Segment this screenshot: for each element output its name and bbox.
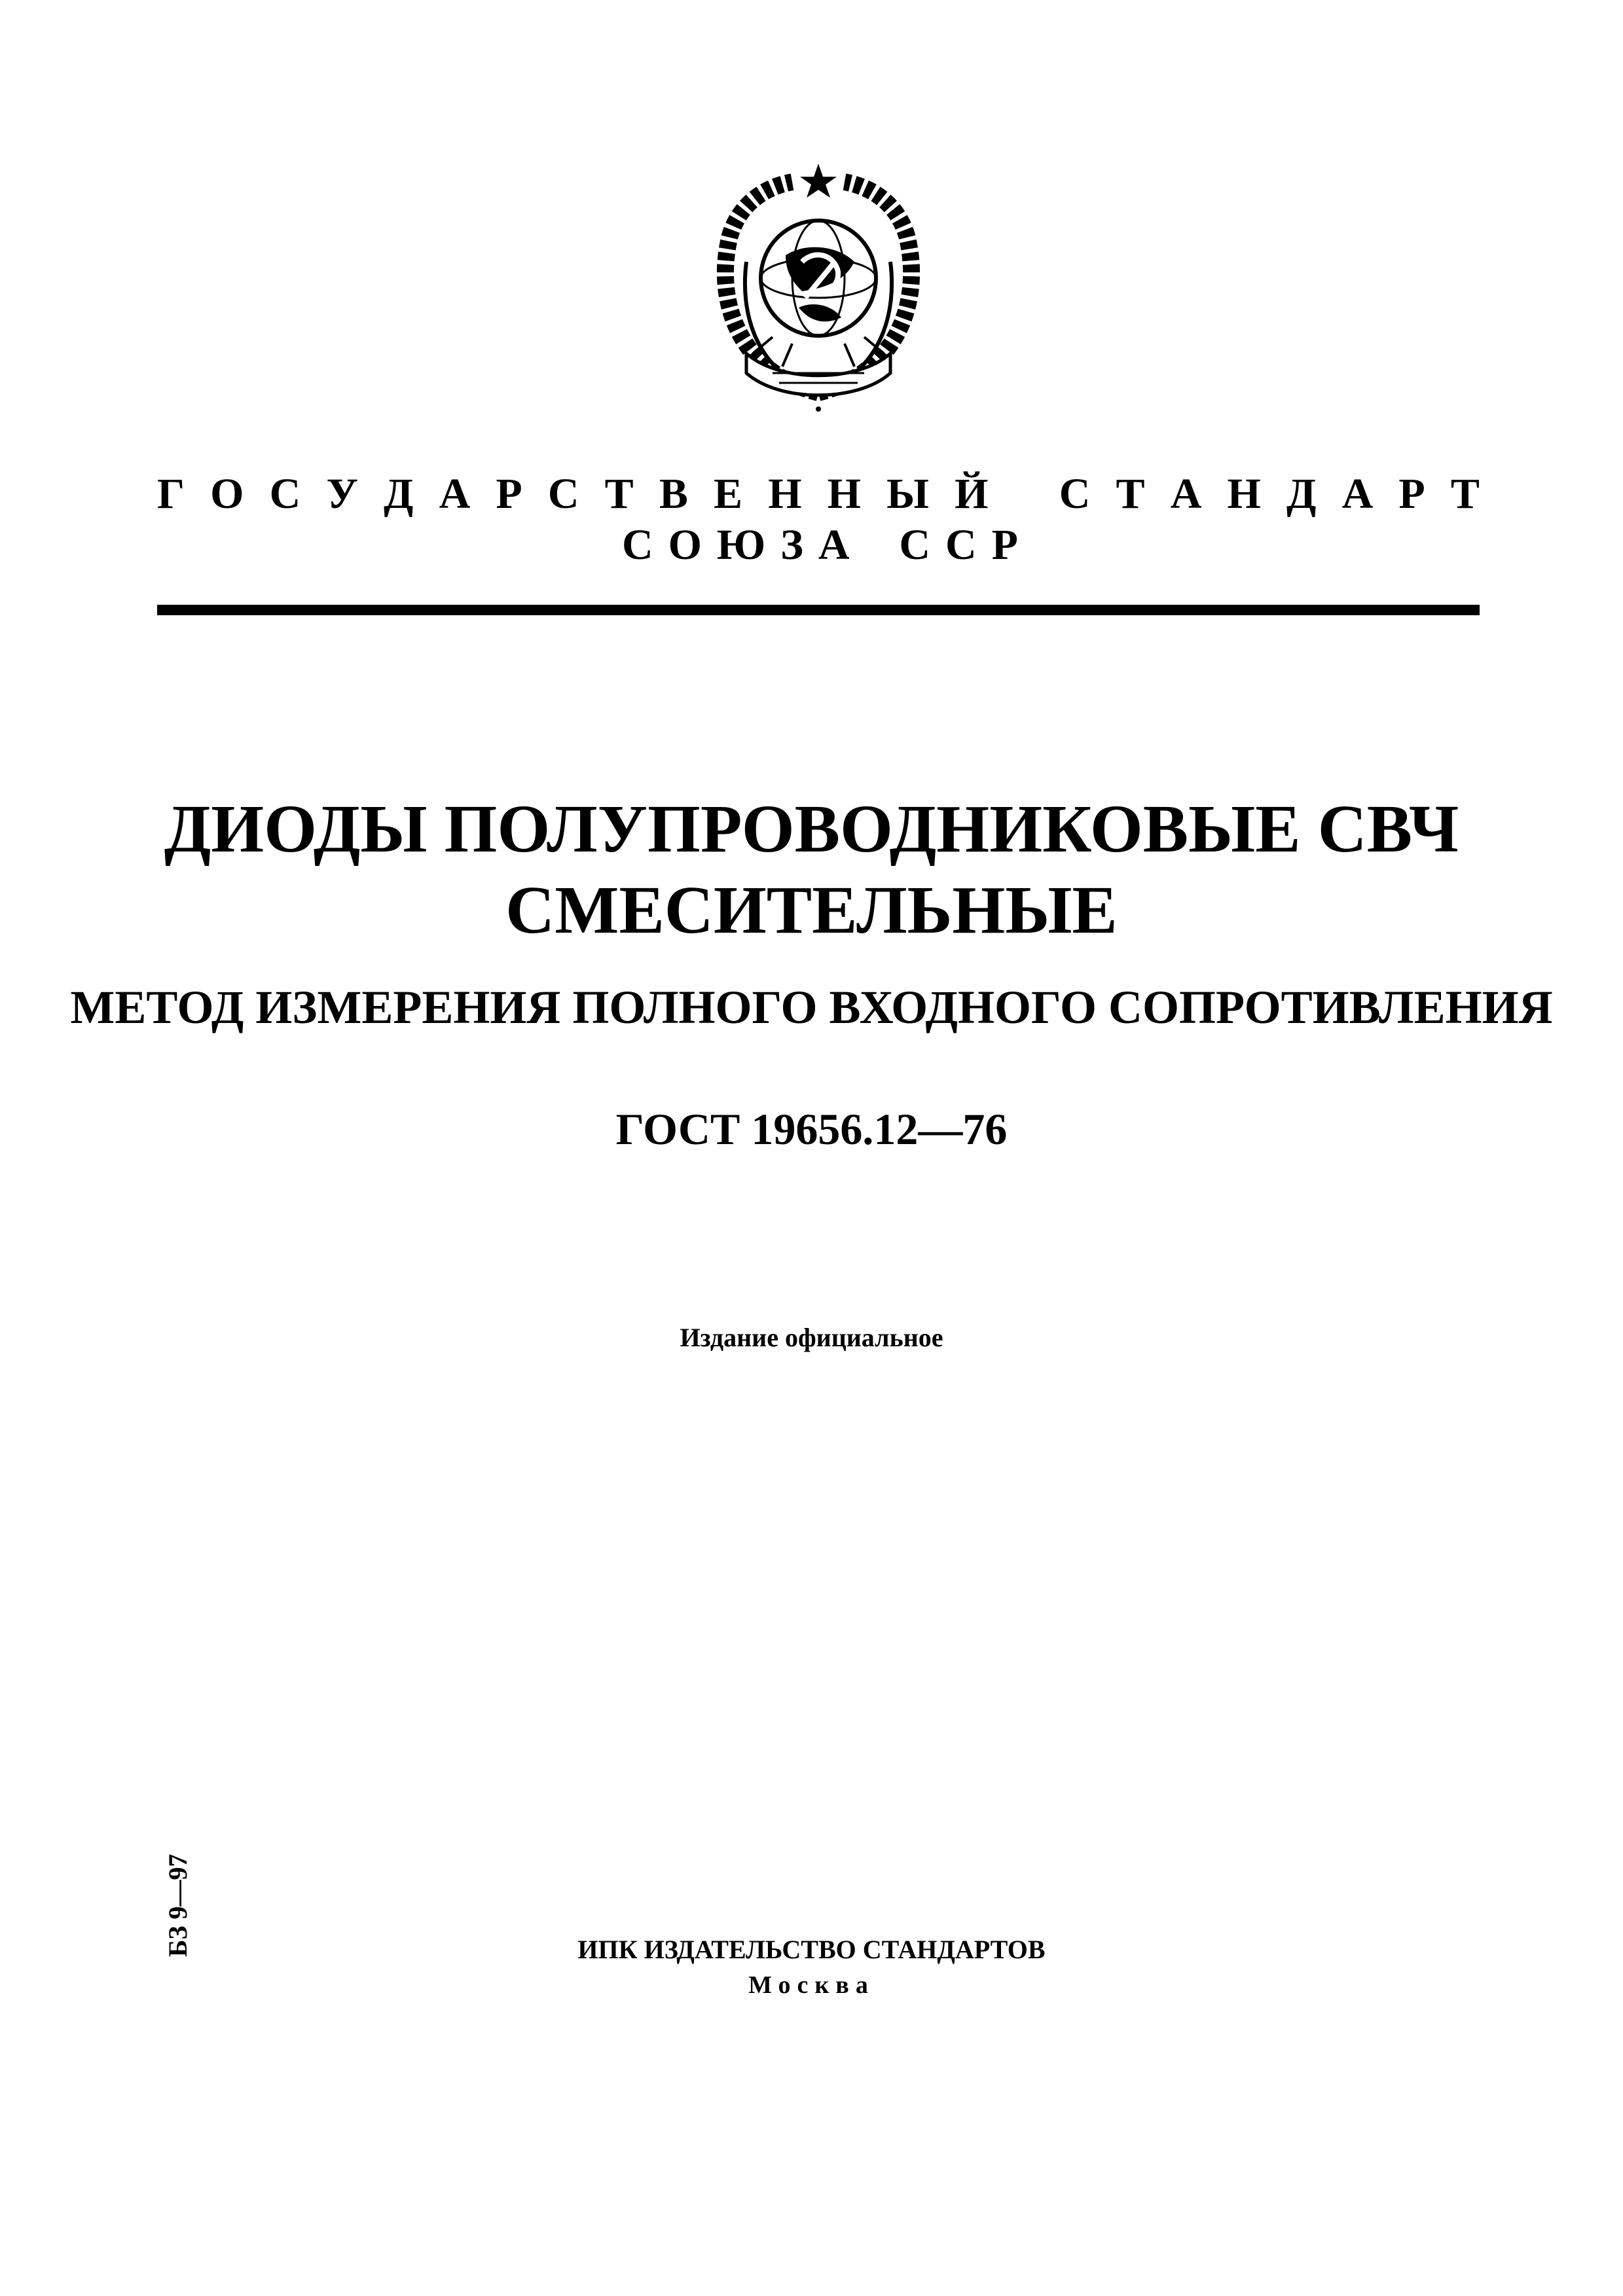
document-subtitle: МЕТОД ИЗМЕРЕНИЯ ПОЛНОГО ВХОДНОГО СОПРОТИВЛЕНИЯ	[70, 981, 1553, 1033]
header-letter: Д	[1286, 470, 1317, 518]
header-letter: Т	[604, 470, 634, 518]
header-line-1	[157, 470, 1480, 518]
header-letter: С	[945, 521, 977, 569]
header-letter: Р	[1398, 470, 1425, 518]
header-letter: Й	[955, 470, 989, 518]
header-letter: Н	[1227, 470, 1261, 518]
edition-note: Издание официальное	[680, 1323, 943, 1352]
header-letter: Ы	[886, 470, 929, 518]
header-letter	[864, 524, 884, 567]
header-letter: Н	[768, 470, 802, 518]
header-letter: С	[622, 521, 653, 569]
header-divider	[157, 605, 1480, 615]
publisher-city: Москва	[748, 1971, 875, 1999]
header-letter: В	[659, 470, 688, 518]
header-letter: Т	[1450, 470, 1480, 518]
side-info: БЗ 9—97	[163, 1854, 192, 1957]
header-letter: Н	[827, 470, 862, 518]
header-letter: Г	[157, 470, 185, 518]
header-letter: О	[210, 470, 244, 518]
publisher: ИПК ИЗДАТЕЛЬСТВО СТАНДАРТОВ	[577, 1935, 1046, 1964]
header-letter: А	[818, 521, 850, 569]
header-letter: А	[1170, 470, 1202, 518]
header-letter	[1014, 473, 1034, 516]
header-line-2	[622, 521, 1018, 569]
header-letter: З	[780, 521, 803, 569]
header-letter: Е	[714, 470, 743, 518]
header-letter: Р	[496, 470, 522, 518]
ussr-emblem-icon	[694, 157, 943, 419]
header-letter: С	[269, 470, 301, 518]
header-letter: Ю	[716, 521, 766, 569]
title-line-2: СМЕСИТЕЛЬНЫЕ	[505, 872, 1118, 948]
standard-code: ГОСТ 19656.12—76	[615, 1104, 1008, 1154]
header-letter: Т	[1116, 470, 1145, 518]
header-letter: Р	[991, 521, 1018, 569]
header-letter: Д	[384, 470, 414, 518]
header-letter: А	[439, 470, 471, 518]
header-letter: С	[1059, 470, 1091, 518]
document-title	[0, 789, 1623, 951]
title-line-1: ДИОДЫ ПОЛУПРОВОДНИКОВЫЕ СВЧ	[164, 791, 1459, 867]
header-letter: С	[547, 470, 579, 518]
header-letter: У	[326, 470, 358, 518]
header-letter: С	[899, 521, 931, 569]
header-letter: О	[668, 521, 702, 569]
header-letter: А	[1341, 470, 1374, 518]
